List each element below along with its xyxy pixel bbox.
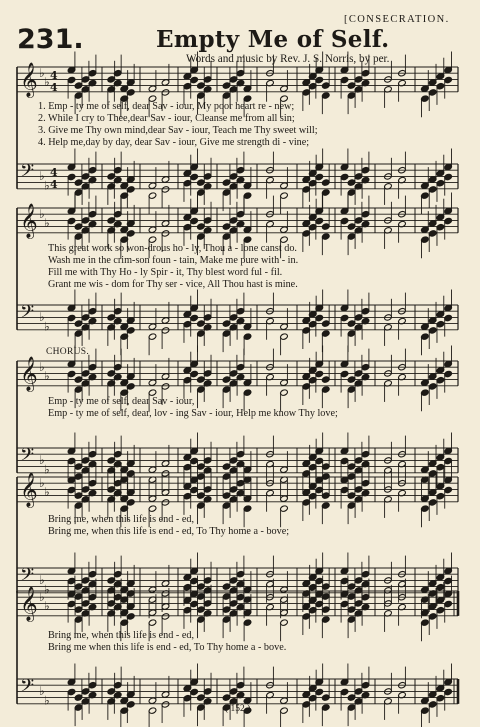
treble-clef: 𝄞 <box>20 586 38 622</box>
page-number: ( 152 ) <box>225 704 251 714</box>
bass-clef: 𝄢 <box>20 302 35 328</box>
hymn-number: 231. <box>17 24 84 55</box>
flat-sign: ♭ <box>44 178 50 193</box>
bass-clef: 𝄢 <box>20 161 35 187</box>
chorus-line-1: Emp - ty me of self, dear Sav - iour, <box>48 396 195 407</box>
flat-sign: ♭ <box>44 599 50 614</box>
flat-sign: ♭ <box>39 169 45 184</box>
bass-clef: 𝄢 <box>20 445 35 471</box>
time-signature: 4 <box>50 178 58 192</box>
verse-3-line-a: 3. Give me Thy own mind,dear Sav - iour, Teach me Thy sweet will; <box>38 125 318 136</box>
verse-1-line-b: This great work so won-drous ho - ly, Thou a - lone canst do. <box>48 243 297 254</box>
flat-sign: ♭ <box>39 310 45 325</box>
flat-sign: ♭ <box>44 369 50 384</box>
flat-sign: ♭ <box>39 589 45 604</box>
chorus-line-5: Bring me, when this life is end - ed, <box>48 630 194 641</box>
verse-3-line-b: Fill me with Thy Ho - ly Spir - it, Thy blest word ful - fil. <box>48 267 283 278</box>
chorus-line-3: Bring me, when this life is end - ed, <box>48 514 194 525</box>
author-credit: Words and music by Rev. J. S. Norris, by per. <box>186 53 390 65</box>
flat-sign: ♭ <box>39 684 45 699</box>
time-signature: 4 <box>50 165 58 179</box>
chorus-line-4: Bring me, when this life is end - ed, To Thy home a - bove; <box>48 526 290 537</box>
chorus-label: CHORUS. <box>46 347 90 357</box>
flat-sign: ♭ <box>44 75 50 90</box>
bass-clef: 𝄢 <box>20 676 35 702</box>
verse-4-line-b: Grant me wis - dom for Thy ser - vice, All Thou hast is mine. <box>48 279 298 290</box>
flat-sign: ♭ <box>44 216 50 231</box>
treble-clef: 𝄞 <box>20 203 38 239</box>
flat-sign: ♭ <box>39 206 45 221</box>
flat-sign: ♭ <box>44 693 50 708</box>
flat-sign: ♭ <box>44 485 50 500</box>
verse-1-line-a: 1. Emp - ty me of self, dear Sav - iour, My poor heart re - new; <box>38 101 295 112</box>
time-signature: 4 <box>50 68 58 82</box>
verse-2-line-a: 2. While I cry to Thee,dear Sav - iour, Cleanse me from all sin; <box>38 113 295 124</box>
chorus-line-6: Bring me when this life is end - ed, To Thy home a - bove. <box>48 642 287 653</box>
flat-sign: ♭ <box>44 462 50 477</box>
bass-clef: 𝄢 <box>20 565 35 591</box>
time-signature: 4 <box>50 81 58 95</box>
flat-sign: ♭ <box>44 319 50 334</box>
hymn-title: Empty Me of Self. <box>156 26 390 53</box>
flat-sign: ♭ <box>39 359 45 374</box>
flat-sign: ♭ <box>39 453 45 468</box>
verse-2-line-b: Wash me in the crim-son foun - tain, Make me pure with - in. <box>48 255 299 266</box>
treble-clef: 𝄞 <box>20 472 38 508</box>
treble-clef: 𝄞 <box>20 356 38 392</box>
flat-sign: ♭ <box>39 65 45 80</box>
treble-clef: 𝄞 <box>20 62 38 98</box>
verse-4-line-a: 4. Help me,day by day, dear Sav - iour, Give me strength di - vine; <box>38 137 310 148</box>
flat-sign: ♭ <box>44 582 50 597</box>
flat-sign: ♭ <box>39 573 45 588</box>
chorus-line-2: Emp - ty me of self, dear, lov - ing Sav - iour, Help me know Thy love; <box>48 408 338 419</box>
category-heading: [CONSECRATION. <box>344 14 450 25</box>
flat-sign: ♭ <box>39 475 45 490</box>
